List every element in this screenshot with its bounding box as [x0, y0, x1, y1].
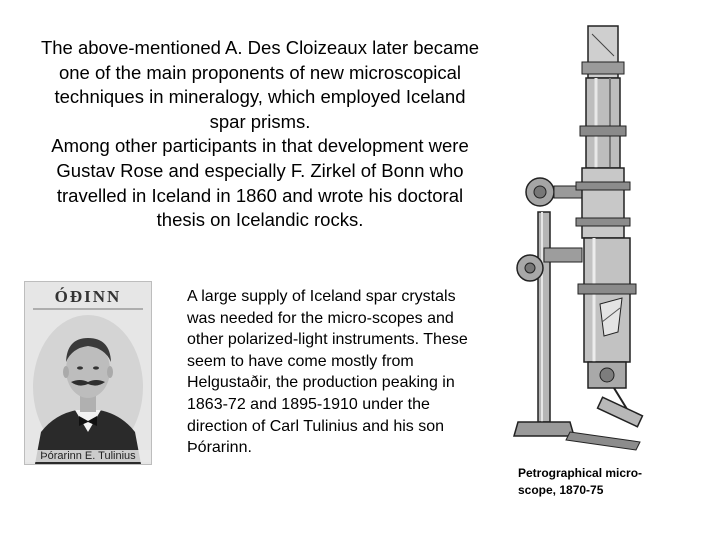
supply-paragraph: A large supply of Iceland spar crystals was needed for the micro-scopes and other polarized-light instruments. These seem to have come mostly from Helgustaðir, the production peaking in 1863-72 and 1895-1910 under the direction of Carl Tulinius and his son Þórarinn.: [187, 288, 468, 457]
portrait-image: [24, 281, 152, 465]
intro-text-block: [40, 36, 480, 233]
microscope-illustration: [510, 22, 660, 452]
intro-paragraph-2: Among other participants in that development were Gustav Rose and especially F. Zirkel of Bonn who travelled in Iceland in 1860 and wrote his doctoral thesis on Icelandic rocks.: [51, 135, 469, 231]
microscope-caption: Petrographical micro-scope, 1870-75: [518, 466, 643, 497]
intro-paragraph-1: The above-mentioned A. Des Cloizeaux later became one of the main proponents of new microscopical techniques in mineralogy, which employed Iceland spar prisms.: [40, 37, 480, 132]
portrait-masthead: ÓÐINN: [54, 287, 122, 306]
portrait-caption: Þórarinn E. Tulinius: [25, 450, 151, 462]
portrait-illustration: [25, 282, 151, 464]
